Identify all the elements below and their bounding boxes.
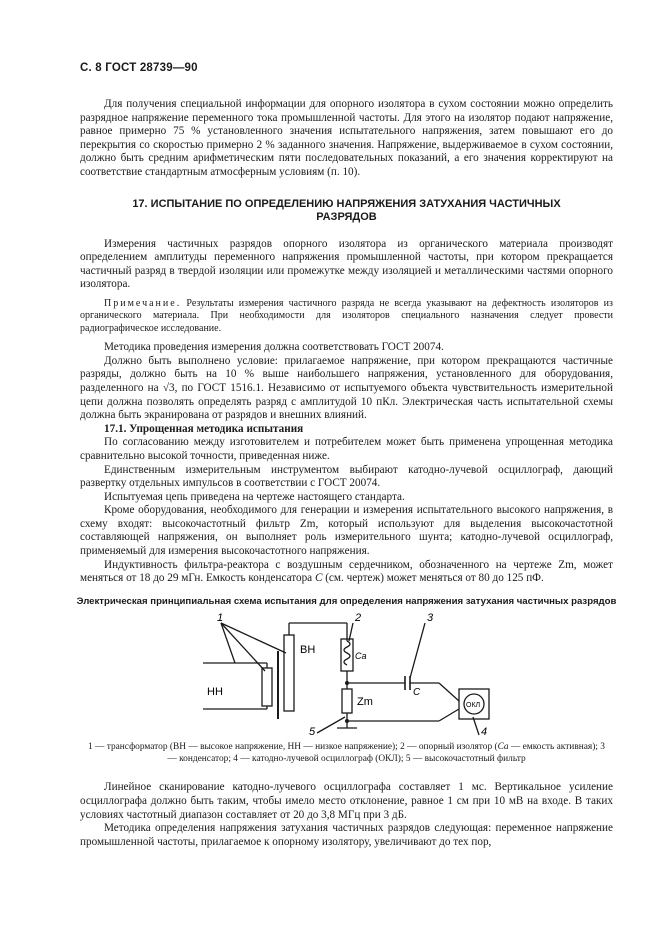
label-vn: ВН — [299, 643, 315, 656]
intro-paragraph: Для получения специальной информации для опорного изолятора в сухом состоянии можно определить разрядное напряжение переменного тока промышленной частоты. Для этого на изолятор подают напряжение, равное примерно 75 % установленного значения испытательного напряжения, затем повышают его до перекрытия со скоростью примерно 2 % заданного значения. Напряжение, выдерживаемое в сухом состоянии, должно быть средним арифметическим пяти последовательных показаний, а его значения корректируют на соответствие стандартным атмосферным условиям (п. 10). — [80, 98, 613, 178]
caption-ca: Cа — [497, 741, 509, 752]
subsection-title: 17.1. Упрощенная методика испытания — [104, 422, 304, 435]
after-paragraph-1: Линейное сканирование катодно-лучевого осциллографа составляет 1 мс. Вертикальное усиление осциллографа должно быть таким, чтобы имело место отклонение, равное 1 см при 10 мВ на входе. В таких условиях частотный диапазон составляет от 20 до 3,8 МГц при 3 дБ. — [80, 781, 613, 821]
label-nn: НН — [206, 685, 223, 698]
capacitance-text: (см. чертеж) может меняться от 80 до 125 пФ. — [322, 572, 544, 585]
insulator-box — [341, 639, 353, 671]
section-title: 17. ИСПЫТАНИЕ ПО ОПРЕДЕЛЕНИЮ НАПРЯЖЕНИЯ ЗАТУХАНИЯ ЧАСТИЧНЫХ РАЗРЯДОВ — [132, 197, 561, 223]
condition-text: Должно быть выполнено условие: прилагаемое напряжение, при котором прекращаются частичные разряды, должно быть на 10 % выше наибольшего напряжения, установленного для оборудования, разделенного на — [80, 354, 613, 394]
note-text: Результаты измерения частичного разряда не всегда указывают на дефектность изоляторов из органического материала. При необходимости для изоляторов специального назначения следует провести радиографическое исследование. — [80, 297, 613, 334]
caption-part-2: — емкость активная); 3 — конденсатор; 4 — катодно-лучевой осциллограф (ОКЛ); 5 — высокочастотный фильтр — [167, 741, 605, 764]
note-paragraph — [80, 298, 613, 335]
capacitor-symbol: C — [314, 572, 323, 585]
label-4: 4 — [480, 725, 487, 738]
section-paragraph-1: Измерения частичных разрядов опорного изолятора из органического материала производят определением амплитуды переменного напряжения промышленной частоты, при котором прекращается частичный разряд в твердой изоляции или промежутке между изоляцией и металлическими частями опорного изолятора. — [80, 237, 613, 291]
filter-zm — [342, 689, 352, 713]
section-paragraph-3 — [80, 355, 613, 423]
sqrt-three: √3 — [162, 381, 175, 394]
subsection-paragraph-2: Единственным измерительным инструментом выбирают катодно-лучевой осциллограф, дающий развертку отдельных импульсов в соответствии с ГОСТ 20074. — [80, 463, 613, 490]
label-c: C — [412, 686, 420, 698]
secondary-winding — [284, 635, 294, 711]
label-zm: Zm — [356, 695, 373, 708]
label-ca: Ca — [354, 650, 367, 661]
label-5: 5 — [308, 725, 315, 738]
circuit-diagram — [177, 613, 517, 738]
label-okl: ОКЛ — [465, 701, 480, 709]
insulator-coil — [344, 641, 350, 665]
subsection-paragraph-3: Испытуемая цепь приведена на чертеже настоящего стандарта. — [104, 490, 405, 503]
document-page — [76, 62, 617, 849]
section-paragraph-2: Методика проведения измерения должна соответствовать ГОСТ 20074. — [104, 341, 444, 354]
label-1: 1 — [216, 612, 223, 624]
condition-text-cont: , по ГОСТ 1516.1. Независимо от испытуемого объекта чувствительность измерительной цепи должна позволять определять разряд с амплитудой 10 пКл. Электрическая часть испытательной схемы должна быть экранирована от разрядов и внешних влияний. — [80, 381, 614, 422]
subsection-paragraph-5 — [80, 559, 613, 586]
label-2: 2 — [354, 612, 361, 624]
label-3: 3 — [426, 612, 433, 624]
after-paragraph-2: Методика определения напряжения затухания частичных разрядов следующая: переменное напряжение промышленной частоты, прилагаемое к опорному изолятору, увеличивают до тех пор, — [80, 822, 613, 848]
figure-title: Электрическая принципиальная схема испытания для определения напряжения затухания частичных разрядов — [76, 595, 617, 607]
subsection-paragraph-1: По согласованию между изготовителем и потребителем может быть применена упрощенная методика сравнительно высокой точности, приведенная ниже. — [80, 436, 613, 462]
primary-winding — [262, 668, 272, 706]
caption-part-1: 1 — трансформатор (ВН — высокое напряжение, НН — низкое напряжение); 2 — опорный изолятор ( — [87, 741, 498, 752]
figure-caption — [86, 742, 607, 766]
subsection-paragraph-4: Кроме оборудования, необходимого для генерации и измерения испытательного высокого напряжения, в схему входят: высокочастотный фильтр Zm, который используют для выделения высокочастотной составляющей напряжения, он выполняет роль измерительного шунта; катодно-лучевой осциллограф, применяемый для измерения высокочастотного напряжения. — [80, 504, 613, 558]
inductance-text: Индуктивность фильтра-реактора с воздушным сердечником, обозначенного на чертеже Zm, может меняться от 18 до 29 мГн. Емкость конденсатора — [80, 558, 613, 585]
note-label: Примечание. — [104, 297, 182, 309]
page-header: С. 8 ГОСТ 28739—90 — [80, 62, 198, 74]
